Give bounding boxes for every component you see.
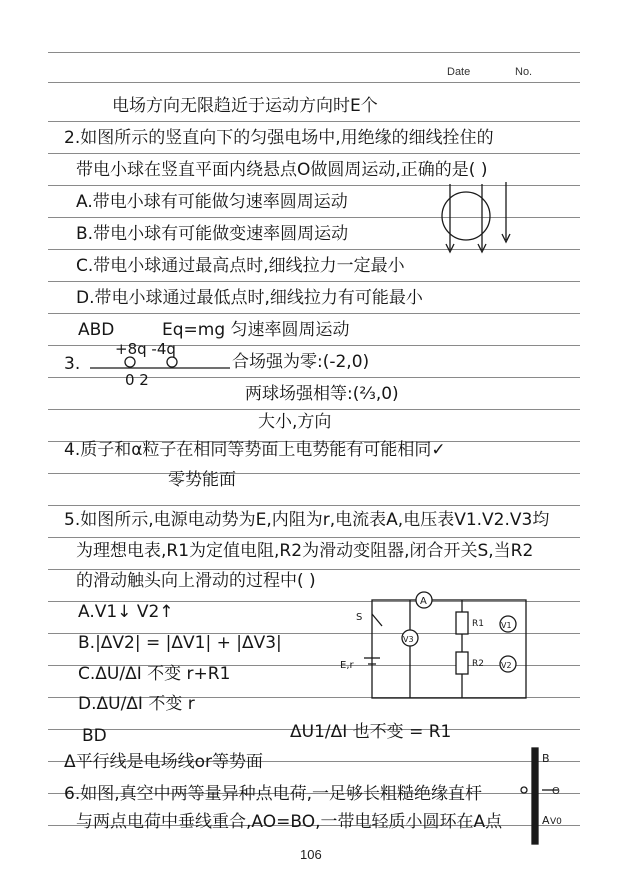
question-6-stem-2: 与两点电荷中垂线重合,AO=BO,一带电轻质小圆环在A点: [76, 812, 503, 832]
ruled-line: [48, 537, 580, 538]
question-2-option-c: C.带电小球通过最高点时,细线拉力一定最小: [76, 256, 405, 276]
insulating-rod: [532, 748, 538, 844]
charge-negative: [167, 357, 177, 367]
ruled-line: [48, 313, 580, 314]
switch-blade: [372, 614, 382, 626]
ruled-line: [48, 473, 580, 474]
rod-label-v0: V0: [550, 817, 562, 827]
switch-label: S: [356, 612, 363, 623]
date-label: Date: [447, 66, 471, 78]
rod-label-a: A: [542, 814, 550, 827]
header-rule-top: [48, 52, 580, 53]
ruled-line: [48, 121, 580, 122]
circular-motion-figure: [432, 180, 522, 260]
question-5-stem-2: 为理想电表,R1为定值电阻,R2为滑动变阻器,闭合开关S,当R2: [76, 541, 534, 561]
ruled-line: [48, 153, 580, 154]
question-5-answer: BD: [82, 726, 107, 746]
question-5-stem-1: 5.如图所示,电源电动势为E,内阻为r,电流表A,电压表V1.V2.V3均: [64, 510, 550, 530]
circuit-outer-loop: [372, 600, 526, 698]
voltmeter-v2-label: V2: [501, 661, 512, 670]
ruled-line: [48, 409, 580, 410]
question-3-note: 大小,方向: [258, 412, 332, 432]
page-number: 106: [300, 847, 322, 862]
header-rule-bottom: [48, 82, 580, 83]
question-2-option-b: B.带电小球有可能做变速率圆周运动: [76, 224, 349, 244]
rheostat-r2-icon: [456, 652, 468, 674]
source-label: E,r: [340, 660, 354, 671]
question-3-positions: 0 2: [125, 371, 149, 389]
ruled-line: [48, 505, 580, 506]
orbit-circle: [442, 192, 490, 240]
resistor-r1-icon: [456, 612, 468, 634]
question-2-note: Eq=mg 匀速率圆周运动: [162, 320, 350, 340]
question-3-equal-field: 两球场强相等:(⅔,0): [245, 384, 399, 404]
question-2-stem-1: 2.如图所示的竖直向下的匀强电场中,用绝缘的细线拴住的: [64, 128, 494, 148]
question-3-charges: +8q -4q: [115, 340, 176, 358]
circuit-diagram: [340, 588, 532, 708]
no-label: No.: [515, 66, 533, 78]
rheostat-r2-label: R2: [472, 659, 484, 669]
question-3-zero-field: 合场强为零:(-2,0): [232, 352, 370, 372]
question-5-option-d: D.ΔU/ΔI 不变 r: [78, 694, 195, 714]
question-2-answer: ABD: [78, 320, 115, 340]
rod-figure: [528, 748, 568, 848]
charge-positive: [125, 357, 135, 367]
question-2-option-d: D.带电小球通过最低点时,细线拉力有可能最小: [76, 288, 423, 308]
ammeter-label: A: [420, 596, 427, 607]
voltmeter-v3-label: V3: [403, 635, 414, 644]
question-2-stem-2: 带电小球在竖直平面内绕悬点O做圆周运动,正确的是( ): [76, 160, 488, 180]
question-5-stem-3: 的滑动触头向上滑动的过程中( ): [76, 571, 316, 591]
charge-axis-figure: [90, 356, 240, 376]
question-3-number: 3.: [64, 354, 81, 374]
ruled-line: [48, 281, 580, 282]
question-4-statement: 4.质子和α粒子在相同等势面上电势能有可能相同✓: [64, 440, 446, 460]
rod-label-o: O: [552, 786, 560, 797]
question-4-note: 零势能面: [168, 470, 236, 490]
ruled-line: [48, 569, 580, 570]
question-5-option-a: A.V1↓ V2↑: [78, 602, 174, 622]
question-6-stem-1: 6.如图,真空中两等量异种点电荷,一足够长粗糙绝缘直杆: [64, 784, 483, 804]
question-5-option-c: C.ΔU/ΔI 不变 r+R1: [78, 664, 231, 684]
question-2-option-a: A.带电小球有可能做匀速率圆周运动: [76, 192, 348, 212]
parallel-lines-note: Δ平行线是电场线or等势面: [64, 752, 264, 772]
note-line-1: 电场方向无限趋近于运动方向时E个: [112, 96, 378, 116]
resistor-r1-label: R1: [472, 619, 484, 629]
question-5-note: ΔU1/ΔI 也不变 = R1: [290, 722, 452, 742]
question-5-option-b: B.|ΔV2| = |ΔV1| + |ΔV3|: [78, 633, 282, 653]
voltmeter-v1-label: V1: [501, 621, 512, 630]
rod-label-b: B: [542, 752, 550, 765]
